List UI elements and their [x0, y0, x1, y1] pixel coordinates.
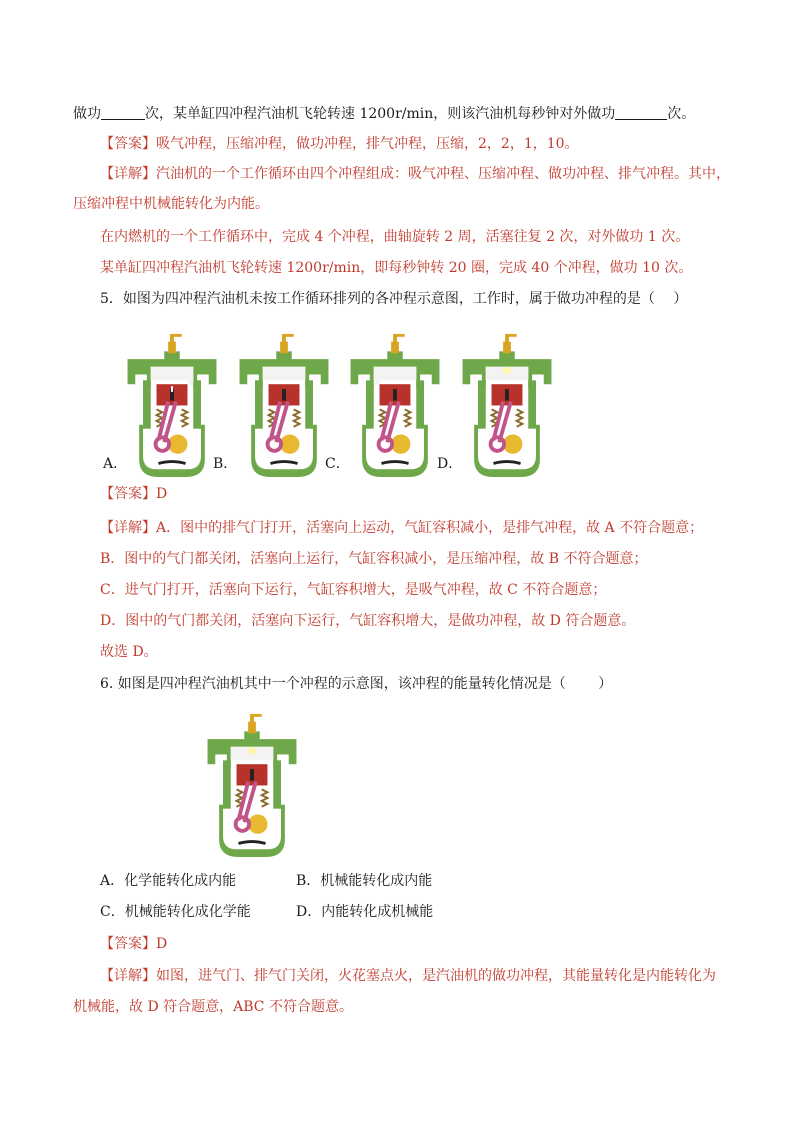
- q4-line1-middle: 次，某单缸四冲程汽油机飞轮转速 1200r/min，则该汽油机每秒钟对外做功: [145, 106, 616, 122]
- option-label-b: B．: [213, 456, 238, 472]
- engine-diagram-c: [343, 332, 447, 477]
- q4-line1: [73, 104, 695, 124]
- q4-detail-1: [100, 164, 730, 184]
- q5-detail-b: B．图中的气门都关闭，活塞向上运行，气缸容积减小，是压缩冲程，故 B 不符合题意；: [100, 551, 648, 567]
- answer-tag: 【答案】: [100, 136, 156, 152]
- q4-answer: [100, 134, 579, 154]
- exhaust-valve-open: [187, 375, 193, 385]
- q6-question: 6. 如图是四冲程汽油机其中一个冲程的示意图，该冲程的能量转化情况是（ ）: [100, 676, 613, 692]
- q6-answer: [100, 934, 167, 954]
- detail-text: 如图，进气门、排气门关闭，火花塞点火，是汽油机的做功冲程，其能量转化是内能转化为: [156, 968, 716, 984]
- q4-detail-4: 某单缸四冲程汽油机飞轮转速 1200r/min，即每秒钟转 20 圈，完成 40 个冲程，做功 10 次。: [100, 260, 693, 276]
- answer-text: D: [156, 486, 168, 502]
- spark-icon: [503, 367, 511, 375]
- q4-detail-2: 压缩冲程中机械能转化为内能。: [73, 196, 269, 212]
- answer-blank: [615, 105, 667, 120]
- spark-icon: [248, 747, 256, 755]
- q5-detail-c: C．进气门打开，活塞向下运行，气缸容积增大，是吸气冲程，故 C 不符合题意；: [100, 582, 607, 598]
- detail-text: 汽油机的一个工作循环由四个冲程组成：吸气冲程、压缩冲程、做功冲程、排气冲程。其中，: [156, 166, 730, 182]
- answer-text: 吸气冲程，压缩冲程，做功冲程，排气冲程，压缩，2，2，1，10。: [156, 136, 579, 152]
- detail-text: A．图中的排气门打开，活塞向上运动，气缸容积减小，是排气冲程，故 A 不符合题意；: [156, 520, 704, 536]
- intake-valve-open: [374, 375, 380, 385]
- q5-detail-d: D．图中的气门都关闭，活塞向下运行，气缸容积增大，是做功冲程，故 D 符合题意。: [100, 613, 636, 629]
- q6-option-b: B．机械能转化成内能: [296, 873, 433, 889]
- q5-answer: [100, 484, 167, 504]
- q4-detail-3: 在内燃机的一个工作循环中，完成 4 个冲程，曲轴旋转 2 周，活塞往复 2 次，对外做功 1 次。: [100, 229, 690, 245]
- q6-detail-1: [100, 966, 716, 986]
- engine-diagram-b: [232, 332, 336, 477]
- option-label-a: A．: [103, 456, 128, 472]
- engine-diagram-q6: [200, 712, 304, 857]
- q4-line1-end: 次。: [667, 106, 696, 122]
- answer-text: D: [156, 936, 168, 952]
- q6-detail-2: 机械能，故 D 符合题意，ABC 不符合题意。: [73, 999, 353, 1015]
- detail-tag: 【详解】: [100, 520, 156, 536]
- q4-line1-start: 做功: [73, 106, 101, 122]
- q6-option-a: A．化学能转化成内能: [100, 873, 237, 889]
- answer-tag: 【答案】: [100, 486, 156, 502]
- engine-diagram-a: [120, 332, 224, 477]
- answer-blank: [101, 105, 145, 120]
- detail-tag: 【详解】: [100, 166, 156, 182]
- q6-option-d: D．内能转化成机械能: [296, 904, 434, 920]
- q5-question: 5．如图为四冲程汽油机未按工作循环排列的各冲程示意图，工作时，属于做功冲程的是（ ）: [100, 291, 688, 307]
- q5-detail-a: [100, 518, 703, 538]
- option-label-d: D．: [437, 456, 463, 472]
- q6-option-c: C．机械能转化成化学能: [100, 904, 251, 920]
- detail-tag: 【详解】: [100, 968, 156, 984]
- q5-conclusion: 故选 D。: [100, 644, 158, 660]
- answer-tag: 【答案】: [100, 936, 156, 952]
- engine-diagram-d: [455, 332, 559, 477]
- option-label-c: C．: [325, 456, 350, 472]
